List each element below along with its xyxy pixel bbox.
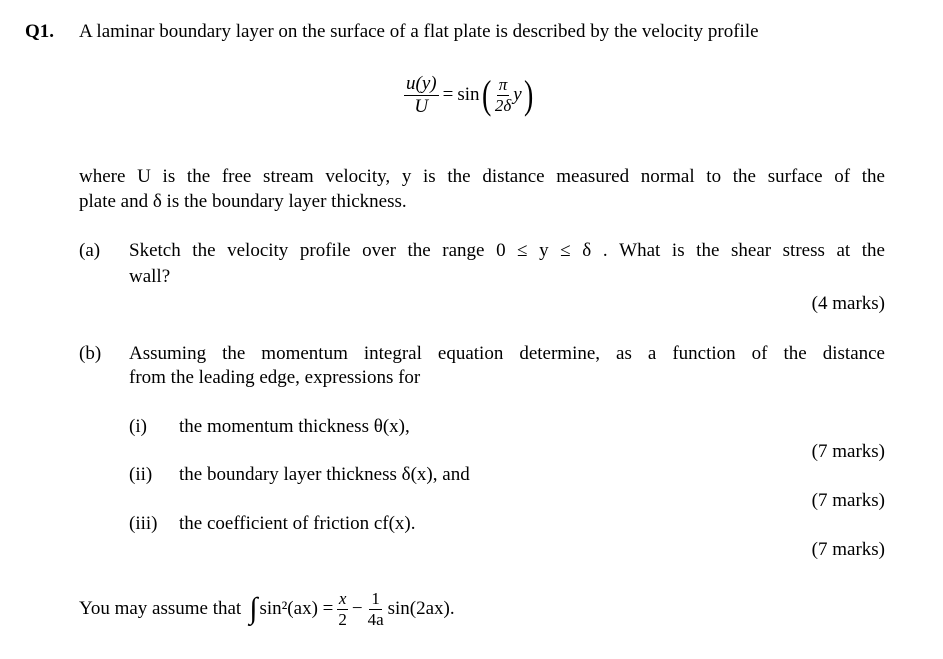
rhs-variable: y [513,84,522,106]
part-b-line-2: from the leading edge, expressions for [129,367,421,388]
integral-sign: ∫ [249,592,258,626]
question-number: Q1. [25,21,55,42]
integrand: sin²(ax) = [259,598,334,620]
part-a-line-2: wall? [129,266,171,287]
subpart-iii-text: the coefficient of friction cf(x). [179,513,416,534]
velocity-profile-equation [404,74,535,117]
hint-fraction-1-num: x [338,589,347,608]
hint-fraction-2 [366,590,386,629]
sin-function: sin [457,84,480,106]
subpart-iii-marks: (7 marks) [811,539,885,560]
subpart-iii-label: (iii) [129,513,158,534]
subpart-ii-marks: (7 marks) [811,490,885,511]
minus-sign: − [351,598,363,620]
part-a-marks: (4 marks) [811,293,885,314]
hint-fraction-2-num: 1 [371,589,380,608]
left-paren: ( [481,72,491,118]
part-a-line-1: Sketch the velocity profile over the range 0 ≤ y ≤ δ . What is the shear stress at the [129,240,885,261]
lhs-numerator: u(y) [406,73,437,94]
subpart-ii-text: the boundary layer thickness δ(x), and [179,464,470,485]
subpart-i-marks: (7 marks) [811,441,885,462]
hint-fraction-2-den: 4a [367,609,384,629]
hint-fraction-1-den: 2 [338,609,347,629]
rhs-numerator: π [498,75,508,95]
part-a-label: (a) [79,240,101,261]
right-paren: ) [523,72,534,118]
subpart-i-label: (i) [129,416,147,437]
equals-sign: = [442,84,454,106]
hint-prefix: You may assume that [79,598,242,620]
lhs-fraction [404,74,439,117]
where-line-1: where U is the free stream velocity, y is the distance measured normal to the surface of the [79,166,885,187]
rhs-denominator: 2δ [494,95,512,115]
part-b-label: (b) [79,343,102,364]
question-intro: A laminar boundary layer on the surface of a flat plate is described by the velocity profile [79,21,759,42]
subpart-ii-label: (ii) [129,464,153,485]
rhs-fraction [493,76,513,115]
hint-fraction-1 [336,590,349,629]
subpart-i-text: the momentum thickness θ(x), [179,416,410,437]
part-b-line-1: Assuming the momentum integral equation determine, as a function of the distance [129,343,885,364]
where-line-2: plate and δ is the boundary layer thickness. [79,191,407,212]
lhs-denominator: U [414,95,429,117]
hint-line [79,590,455,629]
hint-tail: sin(2ax). [387,598,455,620]
